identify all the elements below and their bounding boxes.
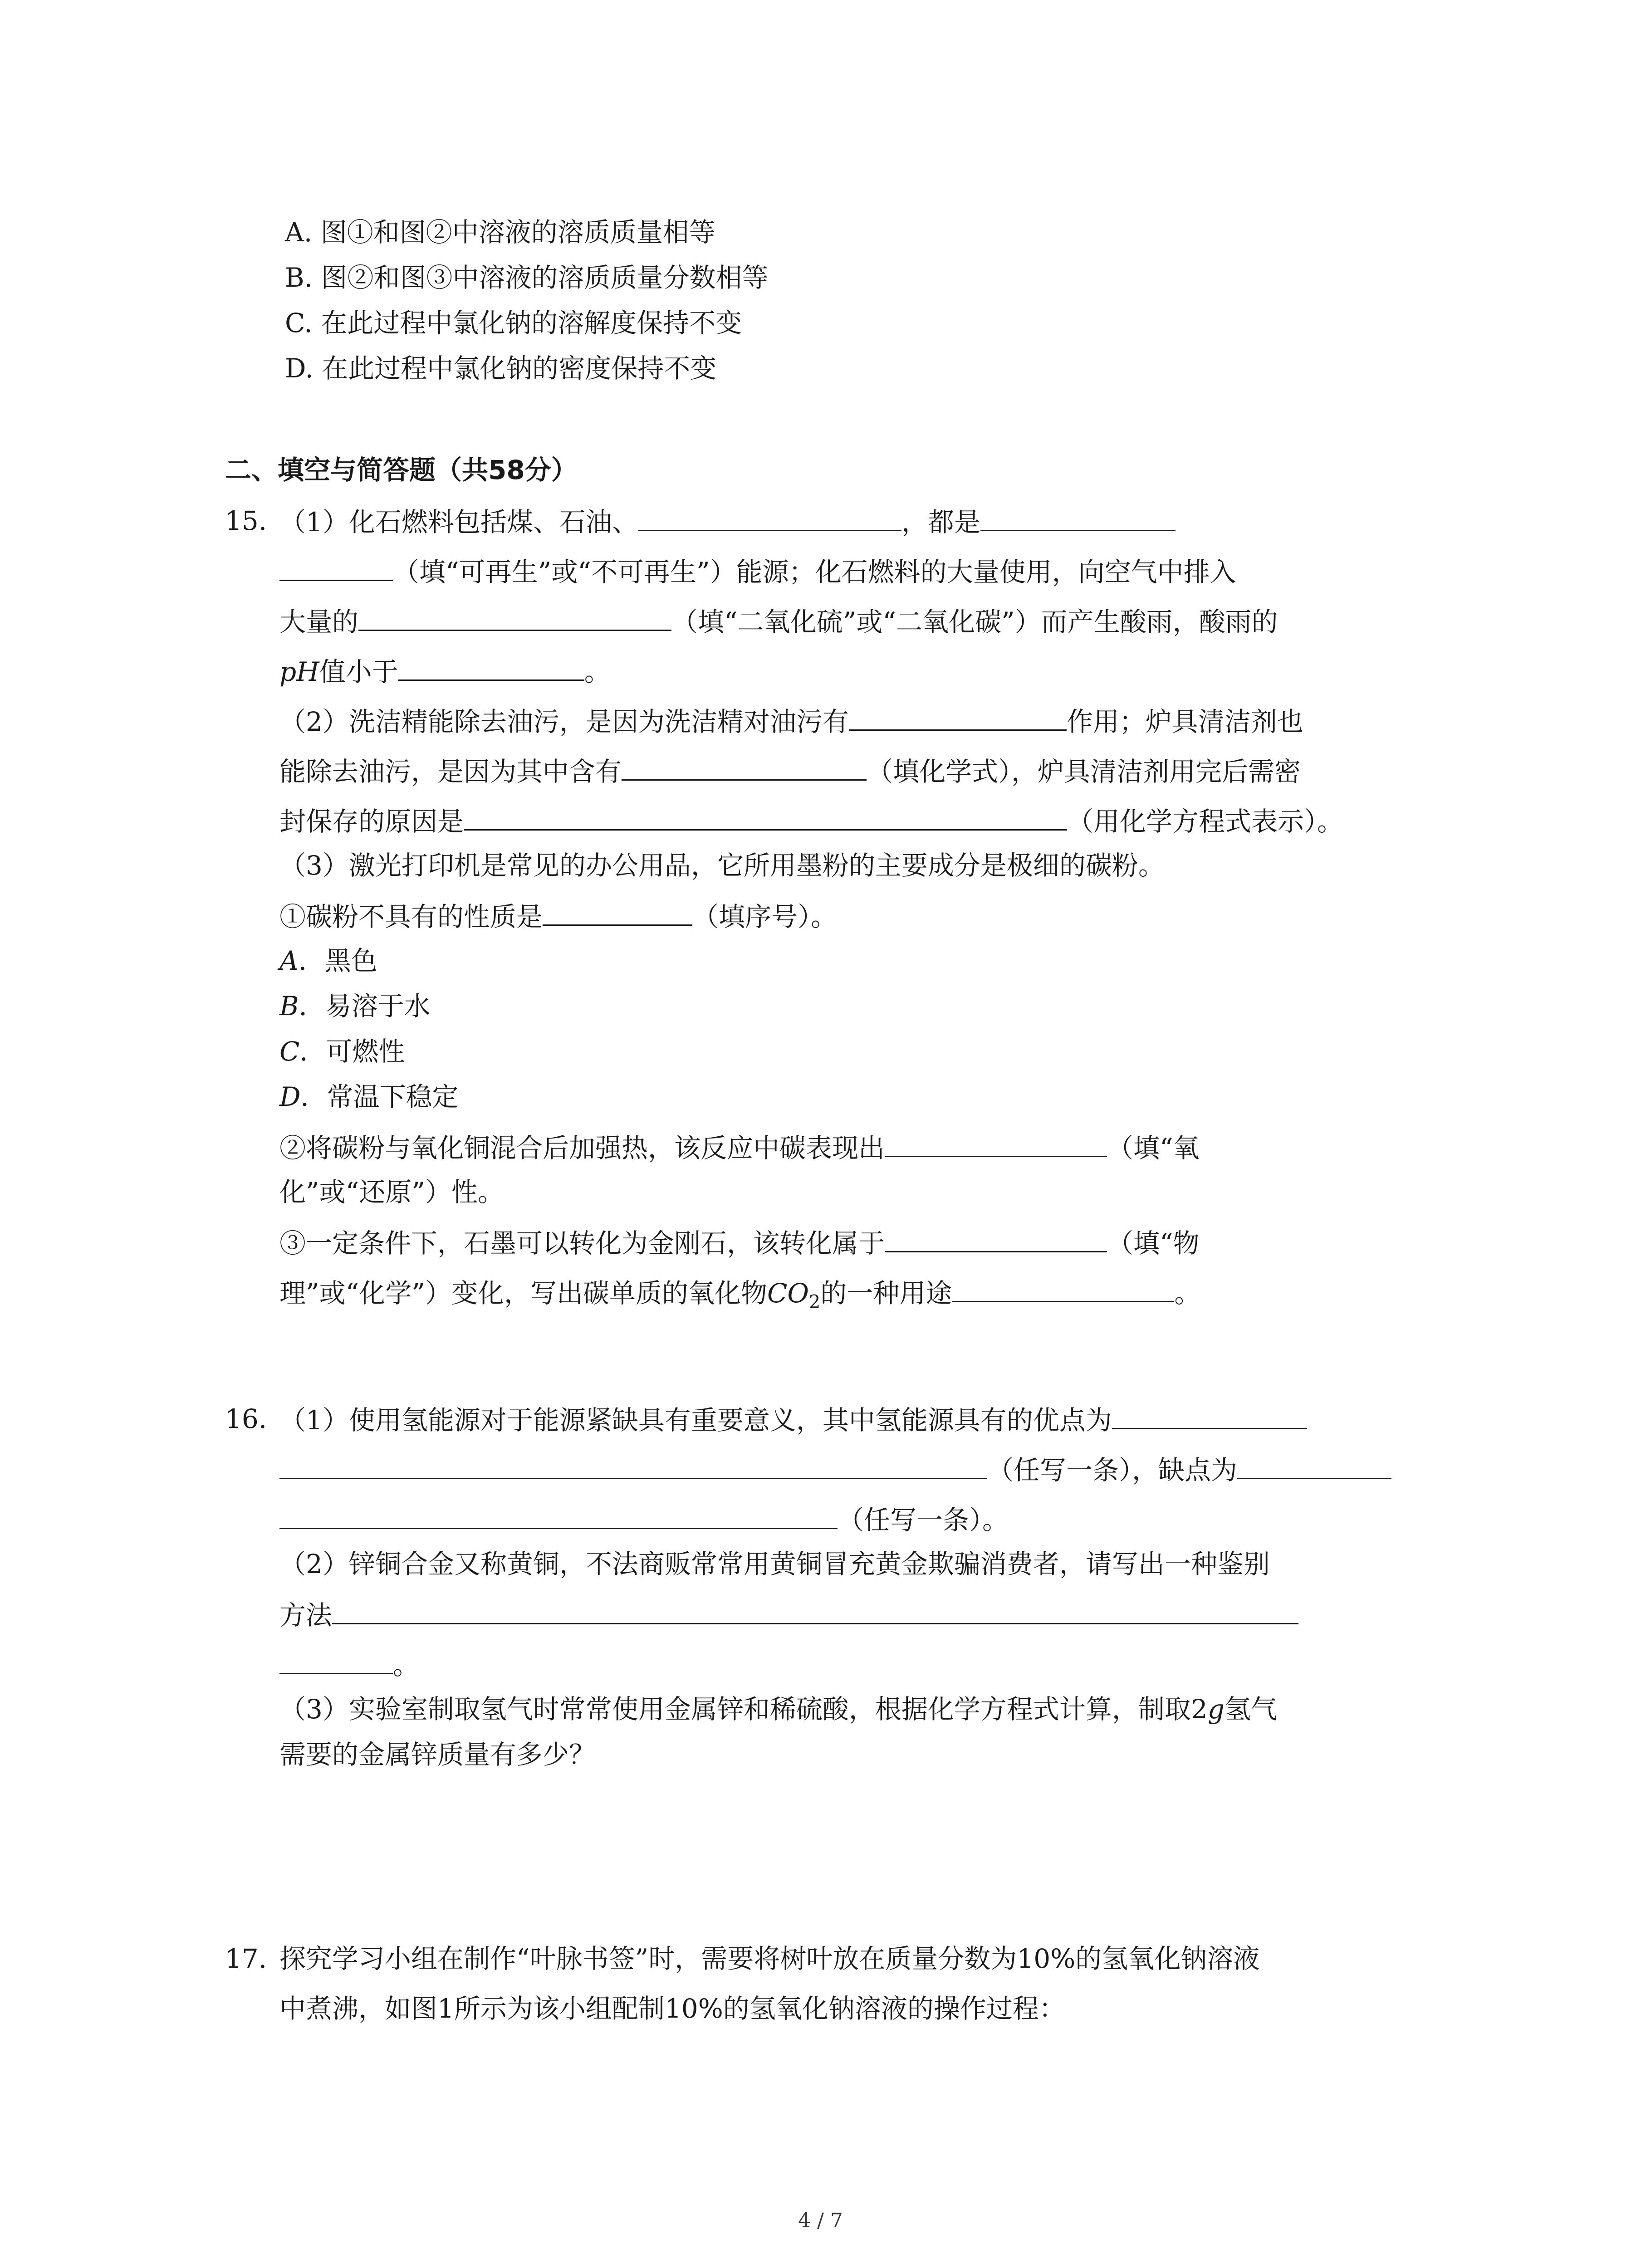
q16-line-4: （2）锌铜合金又称黄铜，不法商贩常常用黄铜冒充黄金欺骗消费者，请写出一种鉴别 xyxy=(279,1549,1270,1579)
answer-blank[interactable] xyxy=(885,1130,1107,1157)
q14-option-c: C. 在此过程中氯化钠的溶解度保持不变 xyxy=(285,308,742,338)
q15-option-a xyxy=(279,944,377,977)
q15-line-17-text-c: 。 xyxy=(1174,1278,1201,1309)
q15-line-14-text-b: （填“氧 xyxy=(1107,1133,1200,1163)
option-letter: A xyxy=(279,945,299,976)
q15-option-d xyxy=(279,1080,459,1113)
option-letter: C xyxy=(279,1036,300,1067)
q14-option-a: A. 图①和图②中溶液的溶质质量相等 xyxy=(285,217,715,248)
q15-line-3-text-b: （填“二氧化硫”或“二氧化碳”）而产生酸雨，酸雨的 xyxy=(671,606,1278,637)
q16-line-2 xyxy=(279,1452,1391,1486)
q16-line-2-text: （任写一条），缺点为 xyxy=(987,1455,1238,1486)
option-text: ．常温下稳定 xyxy=(300,1081,459,1112)
section-title: 二、填空与简答题（共58分） xyxy=(225,455,578,485)
answer-blank[interactable] xyxy=(622,754,867,781)
answer-blank[interactable] xyxy=(952,1276,1174,1302)
answer-blank[interactable] xyxy=(980,504,1176,531)
answer-blank[interactable] xyxy=(543,899,692,926)
q15-option-b xyxy=(279,990,431,1022)
answer-blank[interactable] xyxy=(279,1502,838,1529)
answer-blank[interactable] xyxy=(1237,1452,1391,1479)
q16-line-3-text: （任写一条）。 xyxy=(838,1505,1009,1535)
q15-line-2-text: （填“可再生”或“不可再生”）能源；化石燃料的大量使用，向空气中排入 xyxy=(393,557,1236,587)
q15-line-4-text-b: 值小于 xyxy=(319,656,398,687)
q15-line-6-text-a: 能除去油污，是因为其中含有 xyxy=(279,756,622,787)
q15-option-c xyxy=(279,1035,405,1068)
ph-symbol: pH xyxy=(279,656,319,687)
q15-line-15: 化”或“还原”）性。 xyxy=(279,1177,504,1207)
q15-line-8: （3）激光打印机是常见的办公用品，它所用墨粉的主要成分是极细的碳粉。 xyxy=(279,850,1165,881)
unit-g: g xyxy=(1207,1694,1225,1725)
option-letter: B xyxy=(279,991,299,1022)
answer-blank[interactable] xyxy=(279,554,393,581)
co2-formula: CO xyxy=(767,1278,809,1309)
q15-line-6-text-b: （填化学式），炉具清洁剂用完后需密 xyxy=(867,756,1301,787)
q16-line-5 xyxy=(279,1598,1298,1632)
q16-line-3 xyxy=(279,1502,1009,1536)
q16-line-1-text: （1）使用氢能源对于能源紧缺具有重要意义，其中氢能源具有的优点为 xyxy=(279,1405,1112,1436)
q15-line-3 xyxy=(279,604,1278,638)
q17-line-2: 中煮沸，如图1所示为该小组配制10%的氢氧化钠溶液的操作过程： xyxy=(279,1993,1065,2024)
answer-blank[interactable] xyxy=(358,604,671,631)
q15-line-17-text-a: 理”或“化学”）变化，写出碳单质的氧化物 xyxy=(279,1278,767,1309)
q15-line-5-text-b: 作用；炉具清洁剂也 xyxy=(1066,706,1303,737)
q16-line-7-text-a: （3）实验室制取氢气时常常使用金属锌和稀硫酸，根据化学方程式计算，制取2 xyxy=(279,1694,1208,1725)
q15-line-4-text-c: 。 xyxy=(584,656,611,687)
q15-line-5 xyxy=(279,704,1303,738)
q15-line-4 xyxy=(279,654,611,688)
answer-blank[interactable] xyxy=(279,1452,987,1479)
q15-line-14-text-a: ②将碳粉与氧化铜混合后加强热，该反应中碳表现出 xyxy=(279,1133,885,1163)
q15-line-7-text-b: （用化学方程式表示）。 xyxy=(1067,806,1344,837)
q17-line-1: 探究学习小组在制作“叶脉书签”时，需要将树叶放在质量分数为10%的氢氧化钠溶液 xyxy=(279,1943,1260,1974)
answer-blank[interactable] xyxy=(464,804,1067,831)
q14-option-d: D. 在此过程中氯化钠的密度保持不变 xyxy=(285,353,717,384)
q15-line-1 xyxy=(279,504,1176,538)
q16-line-7 xyxy=(279,1693,1277,1725)
q15-line-17-text-b: 的一种用途 xyxy=(820,1278,952,1309)
q15-line-16 xyxy=(279,1226,1200,1260)
q15-line-5-text-a: （2）洗洁精能除去油污，是因为洗洁精对油污有 xyxy=(279,706,849,737)
answer-blank[interactable] xyxy=(885,1226,1107,1252)
q15-line-14 xyxy=(279,1130,1200,1164)
q16-number: 16. xyxy=(225,1403,267,1434)
page-number: 4 / 7 xyxy=(798,2209,843,2232)
q15-line-2 xyxy=(279,554,1236,588)
answer-blank[interactable] xyxy=(1112,1403,1307,1429)
q15-line-16-text-b: （填“物 xyxy=(1107,1228,1200,1259)
q15-line-1-text-b: ，都是 xyxy=(901,507,980,538)
q14-option-b: B. 图②和图③中溶液的溶质质量分数相等 xyxy=(285,262,769,293)
q15-line-9-text-b: （填序号）。 xyxy=(692,901,838,932)
co2-subscript: 2 xyxy=(808,1291,821,1313)
q15-line-6 xyxy=(279,754,1301,788)
q16-line-8: 需要的金属锌质量有多少？ xyxy=(279,1739,596,1770)
answer-blank[interactable] xyxy=(398,654,584,681)
q16-line-1 xyxy=(279,1403,1307,1437)
q15-line-3-text-a: 大量的 xyxy=(279,606,359,637)
q16-line-6 xyxy=(279,1647,419,1681)
q16-line-5-text: 方法 xyxy=(279,1600,333,1631)
q15-line-7 xyxy=(279,804,1343,838)
q15-number: 15. xyxy=(225,505,267,536)
option-text: ．易溶于水 xyxy=(299,991,431,1022)
option-text: ．黑色 xyxy=(298,945,377,976)
q15-line-7-text-a: 封保存的原因是 xyxy=(279,806,464,837)
q15-line-17 xyxy=(279,1276,1200,1319)
q15-line-9 xyxy=(279,899,837,933)
option-letter: D xyxy=(279,1081,301,1112)
answer-blank[interactable] xyxy=(332,1598,1298,1624)
answer-blank[interactable] xyxy=(849,704,1067,731)
answer-blank[interactable] xyxy=(279,1647,393,1674)
q15-line-16-text-a: ③一定条件下，石墨可以转化为金刚石，该转化属于 xyxy=(279,1228,885,1259)
answer-blank[interactable] xyxy=(638,504,901,531)
q16-line-7-text-b: 氢气 xyxy=(1224,1694,1277,1725)
option-text: ．可燃性 xyxy=(299,1036,405,1067)
q16-line-6-text: 。 xyxy=(393,1650,420,1681)
q17-number: 17. xyxy=(225,1943,267,1974)
q15-line-9-text-a: ①碳粉不具有的性质是 xyxy=(279,901,543,932)
q15-line-1-text-a: （1）化石燃料包括煤、石油、 xyxy=(279,507,638,538)
